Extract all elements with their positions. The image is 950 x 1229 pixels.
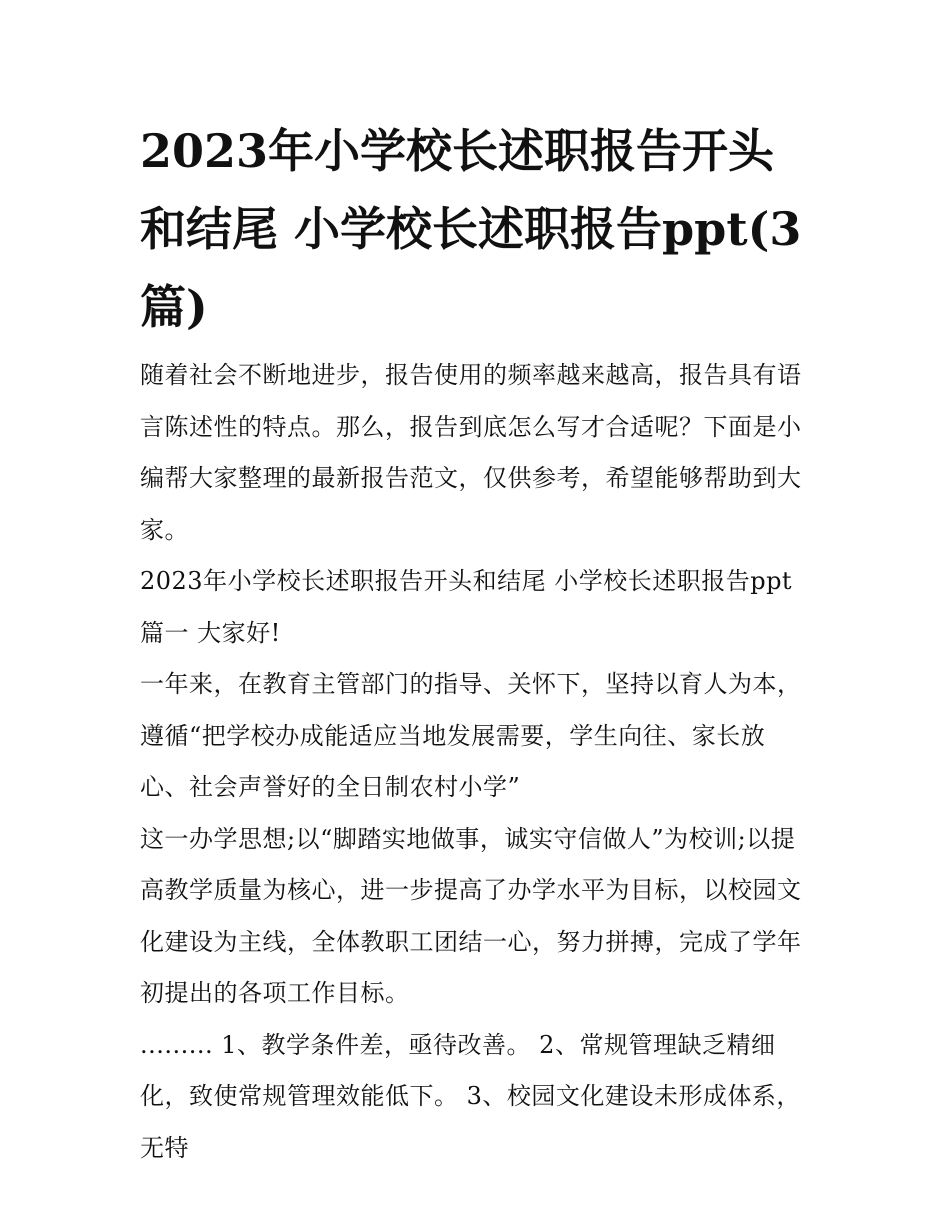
paragraph-subtitle: 2023年小学校长述职报告开头和结尾 小学校长述职报告ppt xyxy=(140,567,793,595)
paragraph-body-3: ......... 1、教学条件差，亟待改善。 2、常规管理缺乏精细化，致使常规管理效能低下。 3、校园文化建设未形成体系，无特 xyxy=(140,1030,801,1162)
paragraph-greeting: 篇一 大家好! xyxy=(140,618,281,647)
paragraph-body-1: 一年来，在教育主管部门的指导、关怀下，坚持以育人为本，遵循“把学校办成能适应当地发展需要，学生向往、家长放心、社会声誉好的全日制农村小学” xyxy=(140,670,802,801)
document-page xyxy=(140,112,812,1174)
paragraph-body-2: 这一办学思想;以“脚踏实地做事，诚实守信做人”为校训;以提高教学质量为核心，进一步提高了办学水平为目标，以校园文化建设为主线，全体教职工团结一心，努力拼搏，完成了学年初提出的各项工作目标。 xyxy=(140,824,802,1007)
paragraph-intro: 随着社会不断地进步，报告使用的频率越来越高，报告具有语言陈述性的特点。那么，报告到底怎么写才合适呢？下面是小编帮大家整理的最新报告范文，仅供参考，希望能够帮助到大家。 xyxy=(140,361,802,544)
document-title: 2023年小学校长述职报告开头和结尾 小学校长述职报告ppt(3篇) xyxy=(140,124,802,334)
